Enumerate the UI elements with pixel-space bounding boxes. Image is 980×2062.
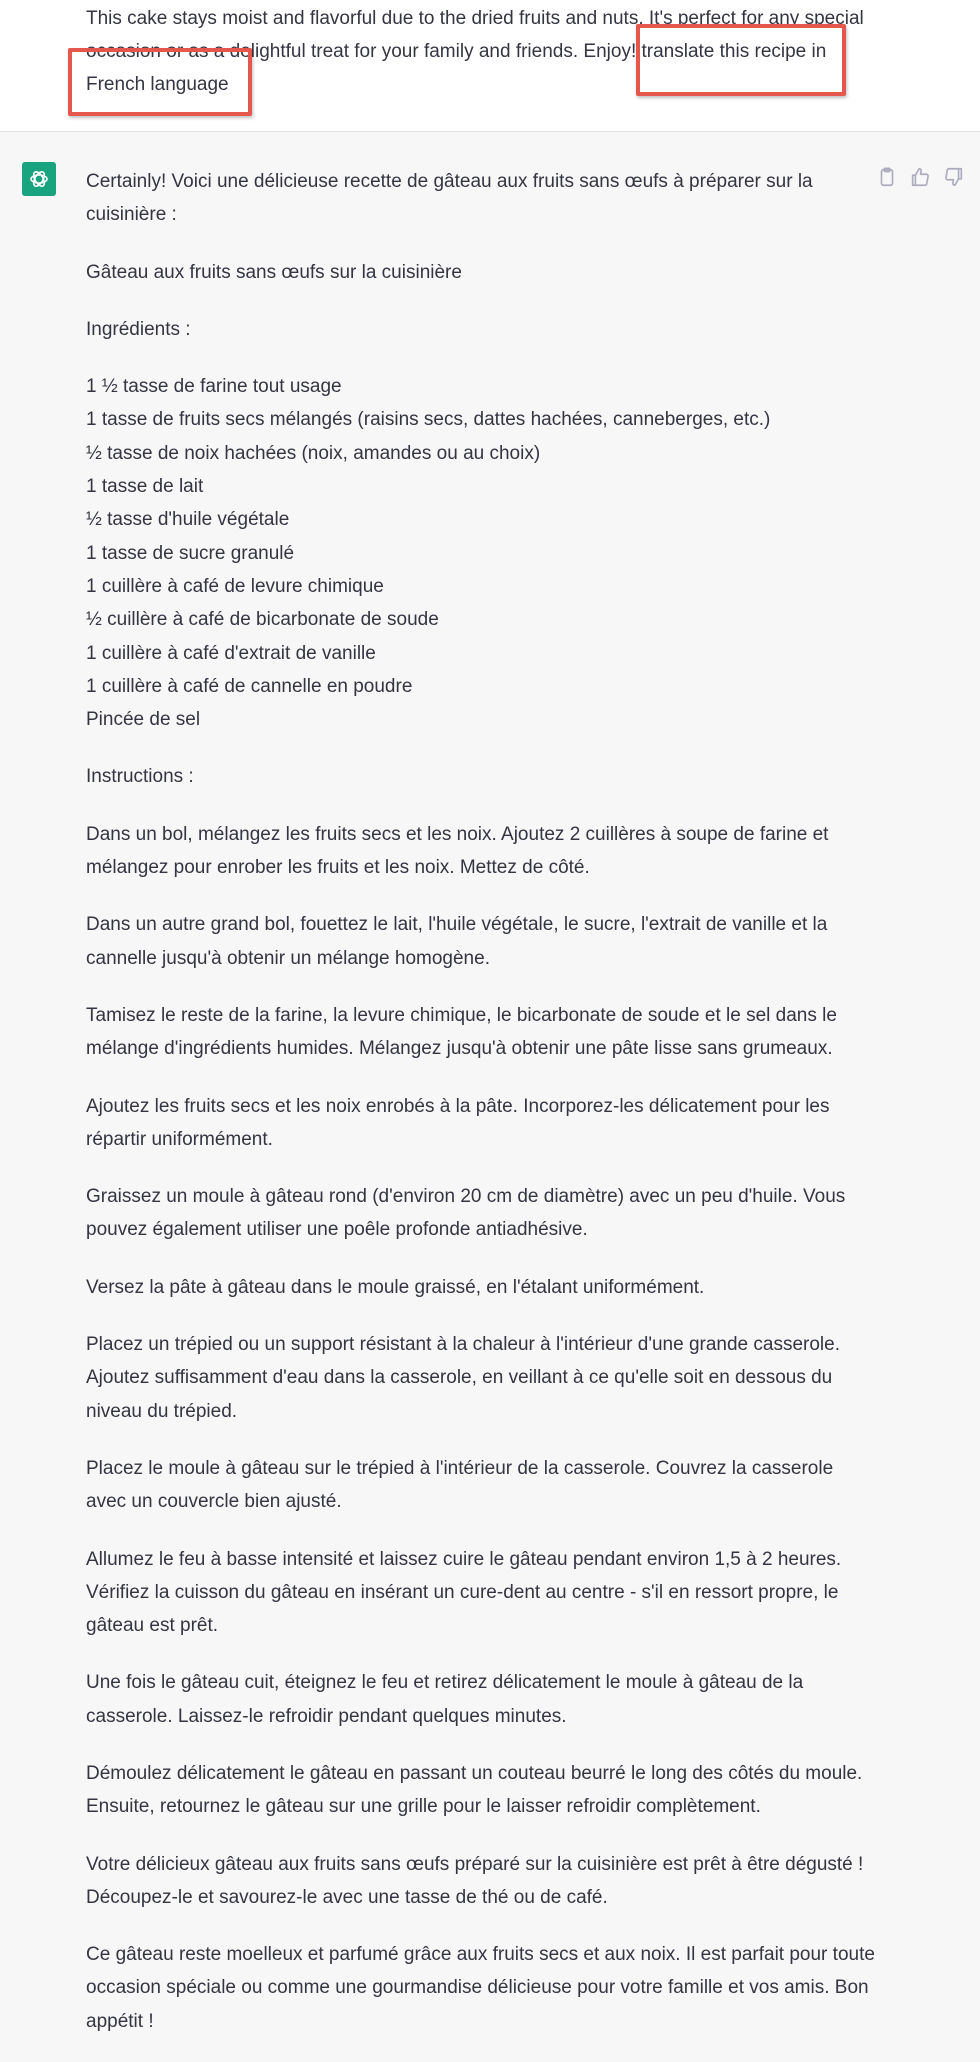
- openai-logo-icon: [27, 167, 51, 191]
- instruction-step: Dans un bol, mélangez les fruits secs et les noix. Ajoutez 2 cuillères à soupe de farine et mélangez pour enrober les fruits et les noix. Mettez de côté.: [86, 823, 829, 879]
- ingredient-item: 1 cuillère à café d'extrait de vanille: [86, 642, 376, 664]
- ingredients-heading: Ingrédients :: [86, 318, 191, 340]
- instruction-step: Ajoutez les fruits secs et les noix enrobés à la pâte. Incorporez-les délicatement pour les répartir uniformément.: [86, 1095, 830, 1150]
- instruction-step: Placez le moule à gâteau sur le trépied à l'intérieur de la casserole. Couvrez la casserole avec un couvercle bien ajusté.: [86, 1457, 834, 1513]
- assistant-intro: Certainly! Voici une délicieuse recette de gâteau aux fruits sans œufs à préparer sur la cuisinière :: [86, 171, 813, 226]
- instruction-step: Versez la pâte à gâteau dans le moule graissé, en l'étalant uniformément.: [86, 1276, 705, 1298]
- ingredient-item: 1 cuillère à café de levure chimique: [86, 575, 384, 597]
- user-message: [0, 0, 980, 132]
- thumbs-up-icon[interactable]: [909, 166, 932, 190]
- instruction-step: Dans un autre grand bol, fouettez le lait, l'huile végétale, le sucre, l'extrait de vanille et la cannelle jusqu'à obtenir un mélange homogène.: [86, 914, 828, 969]
- recipe-title: Gâteau aux fruits sans œufs sur la cuisinière: [86, 261, 462, 283]
- assistant-message: [0, 132, 980, 2048]
- ingredients-list: [86, 370, 876, 736]
- ingredient-item: Pincée de sel: [86, 709, 201, 731]
- thumbs-down-icon[interactable]: [943, 166, 966, 190]
- user-message-text: This cake stays moist and flavorful due to the dried fruits and nuts. It's perfect for any special occasion or as a delightful treat for your family and friends. Enjoy! translate this recipe in French language: [86, 8, 864, 95]
- instructions-heading: Instructions :: [86, 766, 194, 788]
- instruction-step: Placez un trépied ou un support résistant à la chaleur à l'intérieur d'une grande casserole. Ajoutez suffisamment d'eau dans la casserole, en veillant à ce qu'elle soit en dessous du niveau du trépied.: [86, 1334, 840, 1422]
- assistant-avatar: [22, 162, 56, 196]
- ingredient-item: 1 cuillère à café de cannelle en poudre: [86, 675, 413, 697]
- message-actions: [876, 166, 966, 190]
- ingredient-item: 1 tasse de lait: [86, 476, 204, 498]
- ingredient-item: ½ tasse d'huile végétale: [86, 509, 290, 531]
- ingredient-item: ½ tasse de noix hachées (noix, amandes ou au choix): [86, 442, 541, 464]
- closing-paragraph: Ce gâteau reste moelleux et parfumé grâce aux fruits secs et aux noix. Il est parfait pour toute occasion spéciale ou comme une gourmandise délicieuse pour votre famille et vos amis. Bon appétit !: [86, 1944, 875, 2032]
- ingredient-item: 1 tasse de sucre granulé: [86, 542, 295, 564]
- instruction-step: Démoulez délicatement le gâteau en passant un couteau beurré le long des côtés du moule. Ensuite, retournez le gâteau sur une grille pour le laisser refroidir complètement.: [86, 1762, 863, 1818]
- clipboard-icon[interactable]: [876, 166, 899, 190]
- instruction-step: Tamisez le reste de la farine, la levure chimique, le bicarbonate de soude et le sel dans le mélange d'ingrédients humides. Mélangez jusqu'à obtenir une pâte lisse sans grumeaux.: [86, 1004, 837, 1060]
- assistant-message-content: [86, 165, 876, 2062]
- ingredient-item: 1 ½ tasse de farine tout usage: [86, 376, 342, 398]
- instruction-step: Une fois le gâteau cuit, éteignez le feu et retirez délicatement le moule à gâteau de la casserole. Laissez-le refroidir pendant quelques minutes.: [86, 1672, 804, 1727]
- ingredient-item: ½ cuillère à café de bicarbonate de soude: [86, 609, 439, 631]
- ingredient-item: 1 tasse de fruits secs mélangés (raisins secs, dattes hachées, canneberges, etc.): [86, 409, 771, 431]
- instruction-step: Allumez le feu à basse intensité et laissez cuire le gâteau pendant environ 1,5 à 2 heures. Vérifiez la cuisson du gâteau en insérant un cure-dent au centre - s'il en ressort propre, le gâteau est prêt.: [86, 1548, 842, 1637]
- instruction-step: Votre délicieux gâteau aux fruits sans œufs préparé sur la cuisinière est prêt à être dégusté ! Découpez-le et savourez-le avec une tasse de thé ou de café.: [86, 1853, 864, 1908]
- instruction-step: Graissez un moule à gâteau rond (d'environ 20 cm de diamètre) avec un peu d'huile. Vous pouvez également utiliser une poêle profonde antiadhésive.: [86, 1186, 846, 1241]
